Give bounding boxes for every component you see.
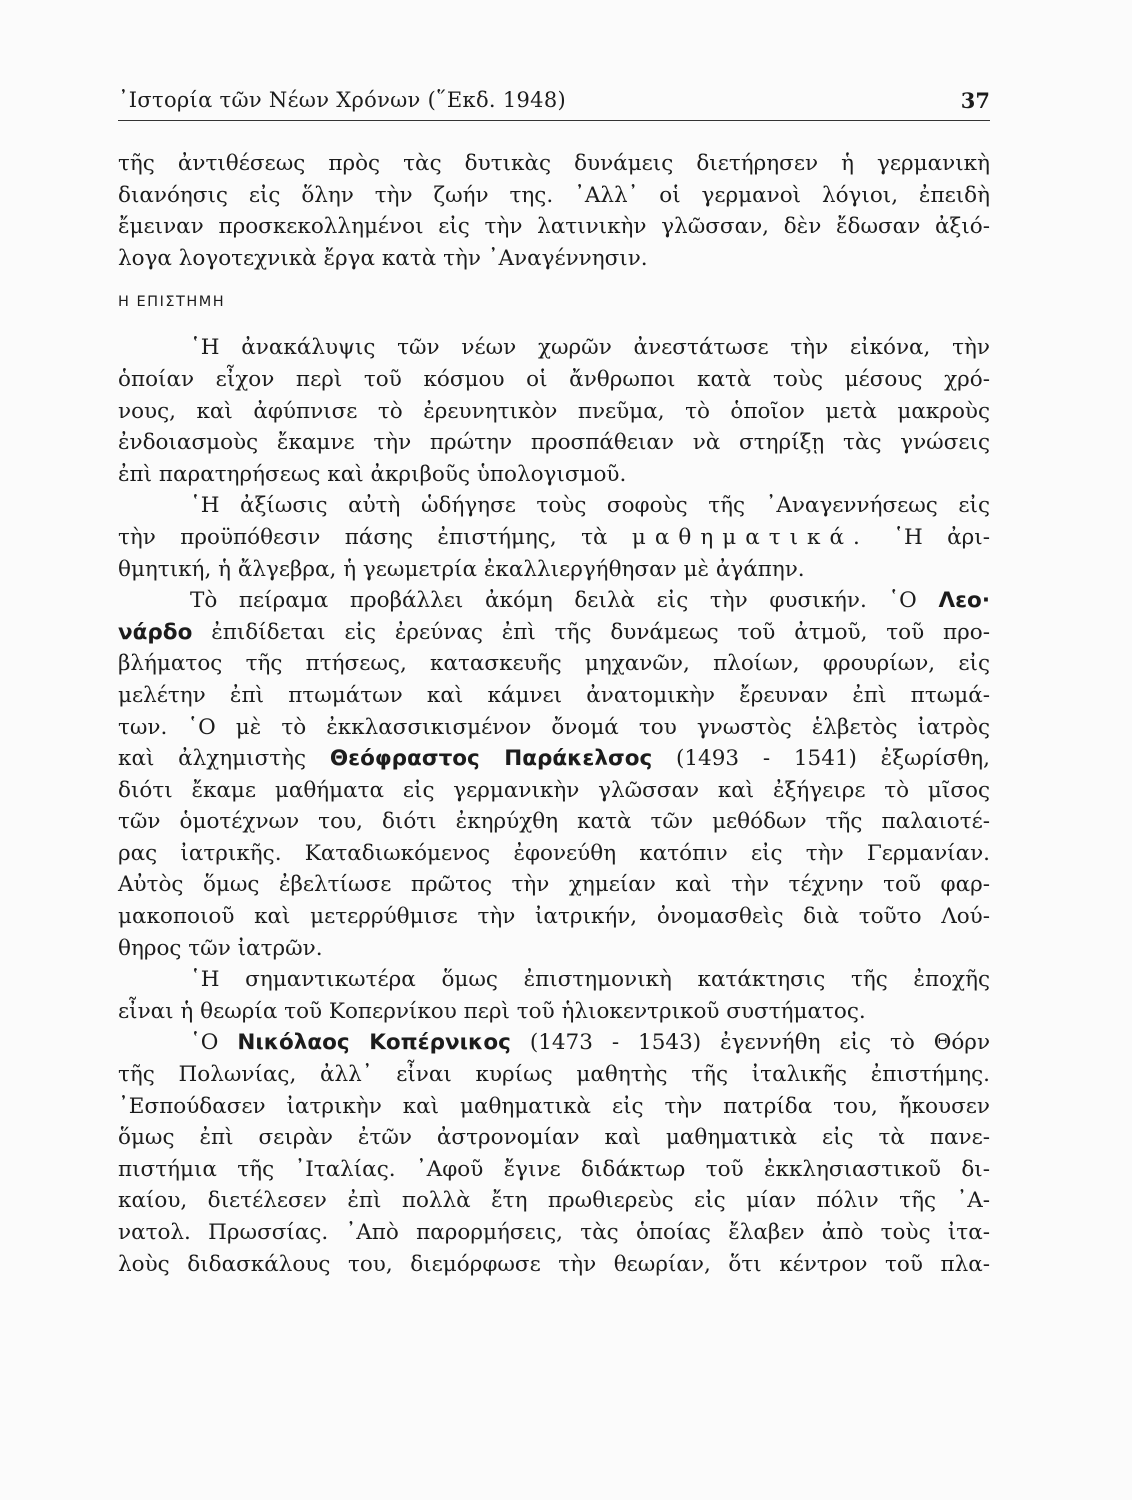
bold-name: Λεο· <box>938 588 990 614</box>
text-fragment: ῾Η ἀρι- <box>893 524 990 550</box>
text-line: θηρος τῶν ἰατρῶν. <box>118 935 323 961</box>
text-line: λοὺς διδασκάλους του, διεμόρφωσε τὴν θεωρίαν, ὅτι κέντρον τοῦ πλα- <box>118 1251 990 1277</box>
text-line: διανόησις εἰς ὅλην τὴν ζωήν της. ᾿Αλλ᾿ οἱ γερμανοὶ λόγιοι, ἐπειδὴ <box>118 182 990 208</box>
page-number: 37 <box>960 88 990 113</box>
text-line: ὅμως ἐπὶ σειρὰν ἐτῶν ἀστρονομίαν καὶ μαθηματικὰ εἰς τὰ πανε- <box>118 1125 990 1151</box>
section-heading: Η ΕΠΙΣΤΗΜΗ <box>118 294 226 311</box>
running-title: ᾿Ιστορία τῶν Νέων Χρόνων (῞Εκδ. 1948) <box>118 88 566 112</box>
text-fragment: (1473 - 1543) ἐγεννήθη εἰς τὸ Θόρν <box>529 1030 991 1056</box>
text-line: ὁποίαν εἶχον περὶ τοῦ κόσμου οἱ ἄνθρωποι κατὰ τοὺς μέσους χρό- <box>118 366 990 392</box>
text-fragment: Τὸ πείραμα προβάλλει ἀκόμη δειλὰ εἰς τὴν φυσικήν. ῾Ο <box>190 588 917 614</box>
text-line: ἐπὶ παρατηρήσεως καὶ ἀκριβοῦς ὑπολογισμοῦ. <box>118 461 627 487</box>
text-line: ᾿Εσπούδασεν ἰατρικὴν καὶ μαθηματικὰ εἰς τὴν πατρίδα του, ἤκουσεν <box>118 1093 990 1119</box>
text-line <box>118 1027 990 1059</box>
text-line: ρας ἰατρικῆς. Καταδιωκόμενος ἐφονεύθη κατόπιν εἰς τὴν Γερμανίαν. <box>118 840 990 866</box>
text-line: τῶν ὁμοτέχνων του, διότι ἐκηρύχθη κατὰ τῶν μεθόδων τῆς παλαιοτέ- <box>118 809 990 835</box>
text-fragment: ῾Ο <box>190 1030 219 1056</box>
text-line: ῾Η ἀξίωσις αὐτὴ ὡδήγησε τοὺς σοφοὺς τῆς ᾿Αναγεννήσεως εἰς <box>190 493 990 519</box>
text-line: ἐνδοιασμοὺς ἔκαμνε τὴν πρώτην προσπάθειαν νὰ στηρίξῃ τὰς γνώσεις <box>118 430 990 456</box>
text-line: εἶναι ἡ θεωρία τοῦ Κοπερνίκου περὶ τοῦ ἡλιοκεντρικοῦ συστήματος. <box>118 998 866 1024</box>
text-line: λογα λογοτεχνικὰ ἔργα κατὰ τὴν ᾿Αναγέννησιν. <box>118 245 648 271</box>
text-fragment: καὶ ἀλχημιστὴς <box>118 746 307 772</box>
text-line: ῾Η σημαντικωτέρα ὅμως ἐπιστημονικὴ κατάκτησις τῆς ἐποχῆς <box>190 967 990 993</box>
text-line: τῆς ἀντιθέσεως πρὸς τὰς δυτικὰς δυνάμεις διετήρησεν ἡ γερμανικὴ <box>118 151 990 176</box>
text-line: τῆς Πολωνίας, ἀλλ᾿ εἶναι κυρίως μαθητὴς τῆς ἰταλικῆς ἐπιστήμης. <box>118 1062 990 1088</box>
text-fragment: τὴν προϋπόθεσιν πάσης ἐπιστήμης, τὰ <box>118 524 608 550</box>
bold-name: νάρδο <box>118 619 193 645</box>
text-fragment: ἐπιδίδεται εἰς ἐρεύνας ἐπὶ τῆς δυνάμεως τοῦ ἀτμοῦ, τοῦ προ- <box>211 619 990 645</box>
text-line: διότι ἔκαμε μαθήματα εἰς γερμανικὴν γλῶσσαν καὶ ἐξήγειρε τὸ μῖσος <box>118 777 990 803</box>
text-line <box>118 585 990 617</box>
text-line <box>118 617 990 649</box>
text-line: Αὐτὸς ὅμως ἐβελτίωσε πρῶτος τὴν χημείαν καὶ τὴν τέχνην τοῦ φαρ- <box>118 872 990 898</box>
bold-name: Νικόλαος Κοπέρνικος <box>237 1030 511 1056</box>
bold-name: Θεόφραστος Παράκελσος <box>329 746 653 772</box>
text-line: βλήματος τῆς πτήσεως, κατασκευῆς μηχανῶν, πλοίων, φρουρίων, εἰς <box>118 651 990 677</box>
header-rule <box>118 120 990 121</box>
text-line: των. ῾Ο μὲ τὸ ἐκκλασσικισμένον ὄνομά του γνωστὸς ἑλβετὸς ἰατρὸς <box>118 714 990 740</box>
text-line: μακοποιοῦ καὶ μετερρύθμισε τὴν ἰατρικήν, ὀνομασθεὶς διὰ τοῦτο Λού- <box>118 904 990 930</box>
text-line: πιστήμια τῆς ᾿Ιταλίας. ᾿Αφοῦ ἔγινε διδάκτωρ τοῦ ἐκκλησιαστικοῦ δι- <box>118 1156 990 1182</box>
text-line <box>118 743 990 775</box>
text-line: ῾Η ἀνακάλυψις τῶν νέων χωρῶν ἀνεστάτωσε τὴν εἰκόνα, τὴν <box>190 335 990 361</box>
text-fragment: (1493 - 1541) ἐξωρίσθη, <box>675 746 990 772</box>
text-line: νους, καὶ ἀφύπνισε τὸ ἐρευνητικὸν πνεῦμα, τὸ ὁποῖον μετὰ μακροὺς <box>118 398 990 424</box>
text-line: καίου, διετέλεσεν ἐπὶ πολλὰ ἔτη πρωθιερεὺς εἰς μίαν πόλιν τῆς ᾿Α- <box>118 1188 990 1214</box>
body-text <box>118 148 990 1280</box>
text-line: θμητική, ἡ ἄλγεβρα, ἡ γεωμετρία ἐκαλλιεργήθησαν μὲ ἀγάπην. <box>118 556 805 582</box>
text-line: ἔμειναν προσκεκολλημένοι εἰς τὴν λατινικὴν γλῶσσαν, δὲν ἔδωσαν ἀξιό- <box>118 214 990 240</box>
text-line: νατολ. Πρωσσίας. ᾿Απὸ παρορμήσεις, τὰς ὁποίας ἔλαβεν ἀπὸ τοὺς ἰτα- <box>118 1220 990 1245</box>
text-line: μελέτην ἐπὶ πτωμάτων καὶ κάμνει ἀνατομικὴν ἔρευναν ἐπὶ πτωμά- <box>118 682 990 708</box>
text-line <box>118 522 990 554</box>
spaced-term: μαθηματικά. <box>631 524 869 550</box>
page-header <box>118 88 990 116</box>
